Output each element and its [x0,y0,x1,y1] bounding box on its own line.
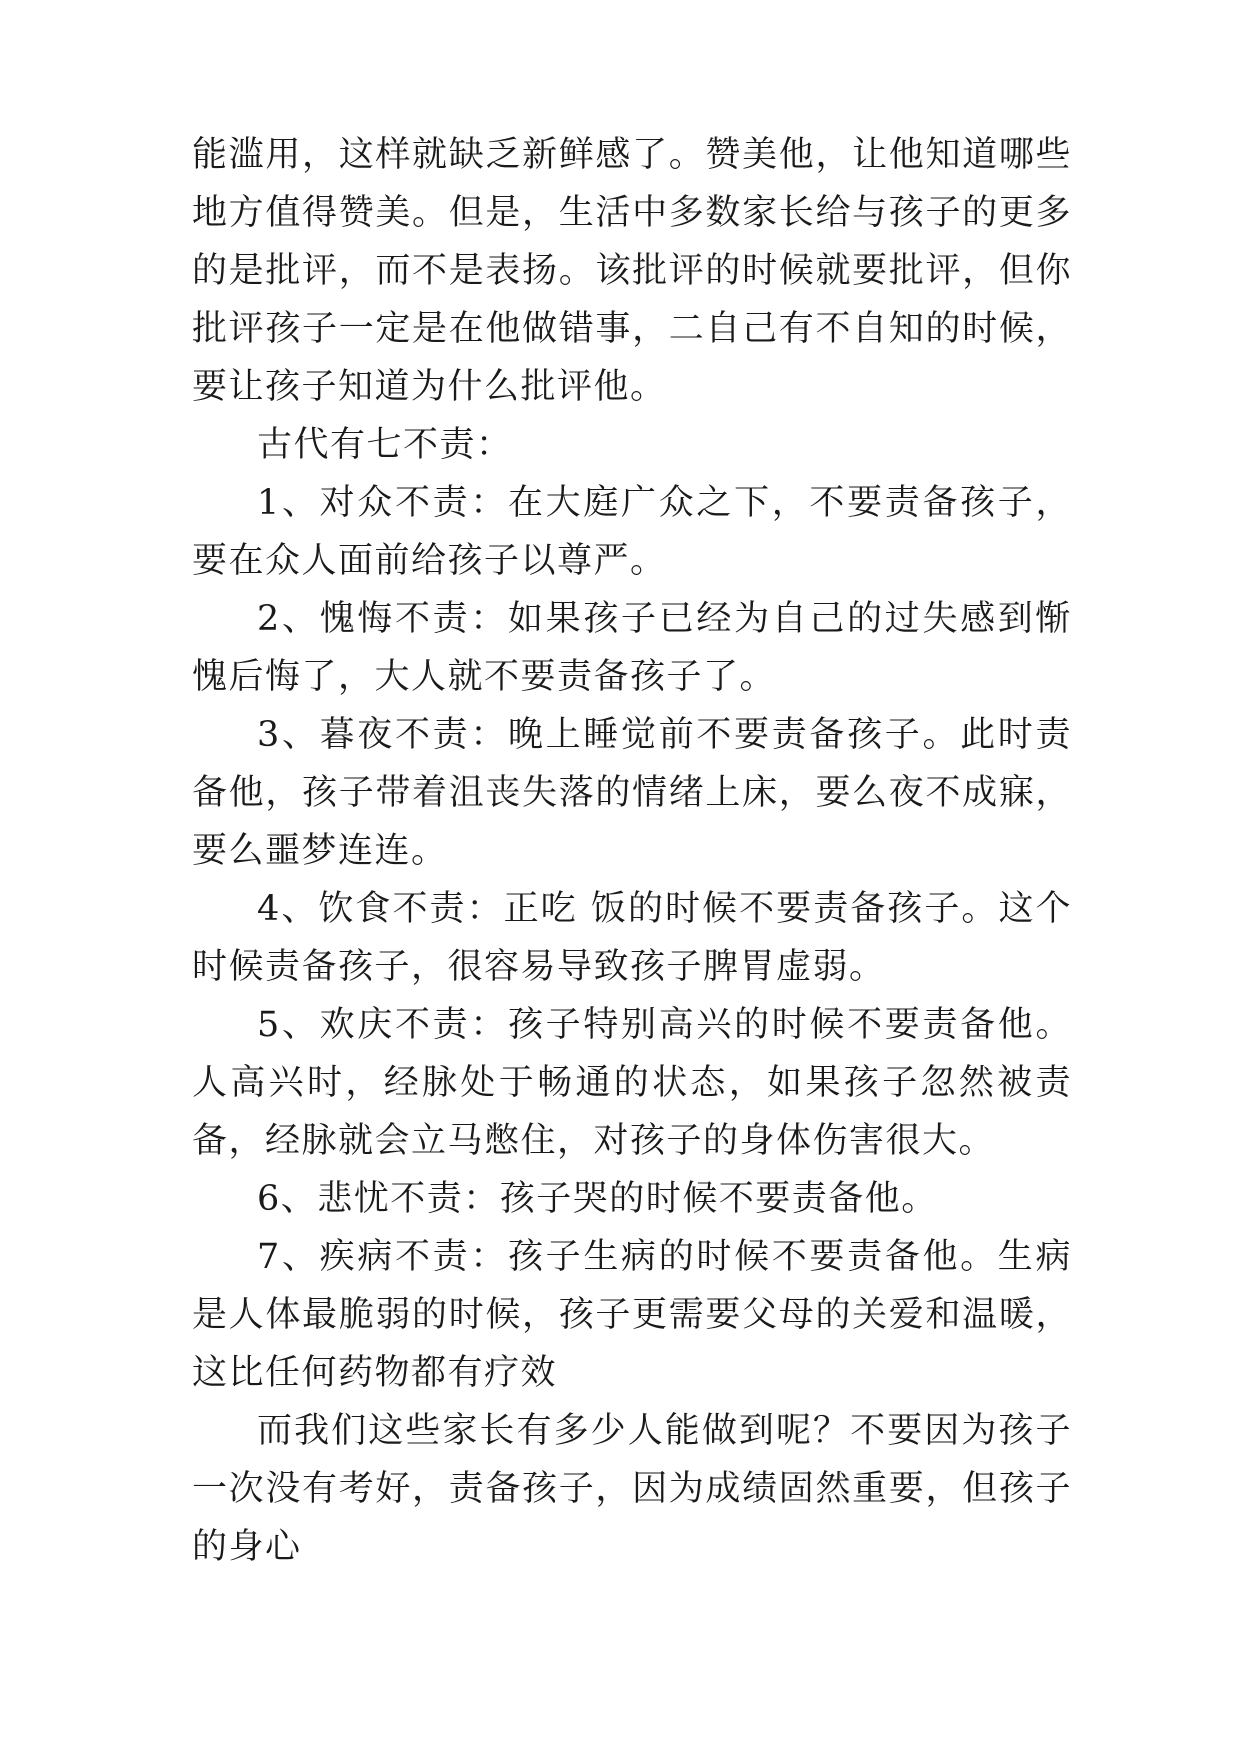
paragraph-rule-4: 4、饮食不责：正吃 饭的时候不要责备孩子。这个时候责备孩子，很容易导致孩子脾胃虚弱。 [192,889,1072,987]
paragraph-rule-6: 6、悲忧不责：孩子哭的时候不要责备他。 [257,1179,938,1219]
paragraph-rule-2: 2、愧悔不责：如果孩子已经为自己的过失感到惭愧后悔了，大人就不要责备孩子了。 [192,599,1072,697]
paragraph-heading-seven-rules: 古代有七不责： [257,425,513,465]
paragraph-rule-7: 7、疾病不责：孩子生病的时候不要责备他。生病是人体最脆弱的时候，孩子更需要父母的关爱和温暖，这比任何药物都有疗效 [192,1237,1072,1393]
paragraph-rule-5: 5、欢庆不责：孩子特别高兴的时候不要责备他。人高兴时，经脉处于畅通的状态，如果孩子忽然被责备，经脉就会立马憋住，对孩子的身体伤害很大。 [192,1005,1072,1161]
document-body [192,126,1072,1576]
paragraph-closing: 而我们这些家长有多少人能做到呢？不要因为孩子一次没有考好，责备孩子，因为成绩固然重要，但孩子的身心 [192,1411,1072,1567]
paragraph-rule-3: 3、暮夜不责：晚上睡觉前不要责备孩子。此时责备他，孩子带着沮丧失落的情绪上床，要么夜不成寐，要么噩梦连连。 [192,715,1072,871]
paragraph-intro: 能滥用，这样就缺乏新鲜感了。赞美他，让他知道哪些地方值得赞美。但是，生活中多数家长给与孩子的更多的是批评，而不是表扬。该批评的时候就要批评，但你批评孩子一定是在他做错事，二自己有不自知的时候，要让孩子知道为什么批评他。 [192,135,1072,407]
paragraph-rule-1: 1、对众不责：在大庭广众之下，不要责备孩子，要在众人面前给孩子以尊严。 [192,483,1072,581]
